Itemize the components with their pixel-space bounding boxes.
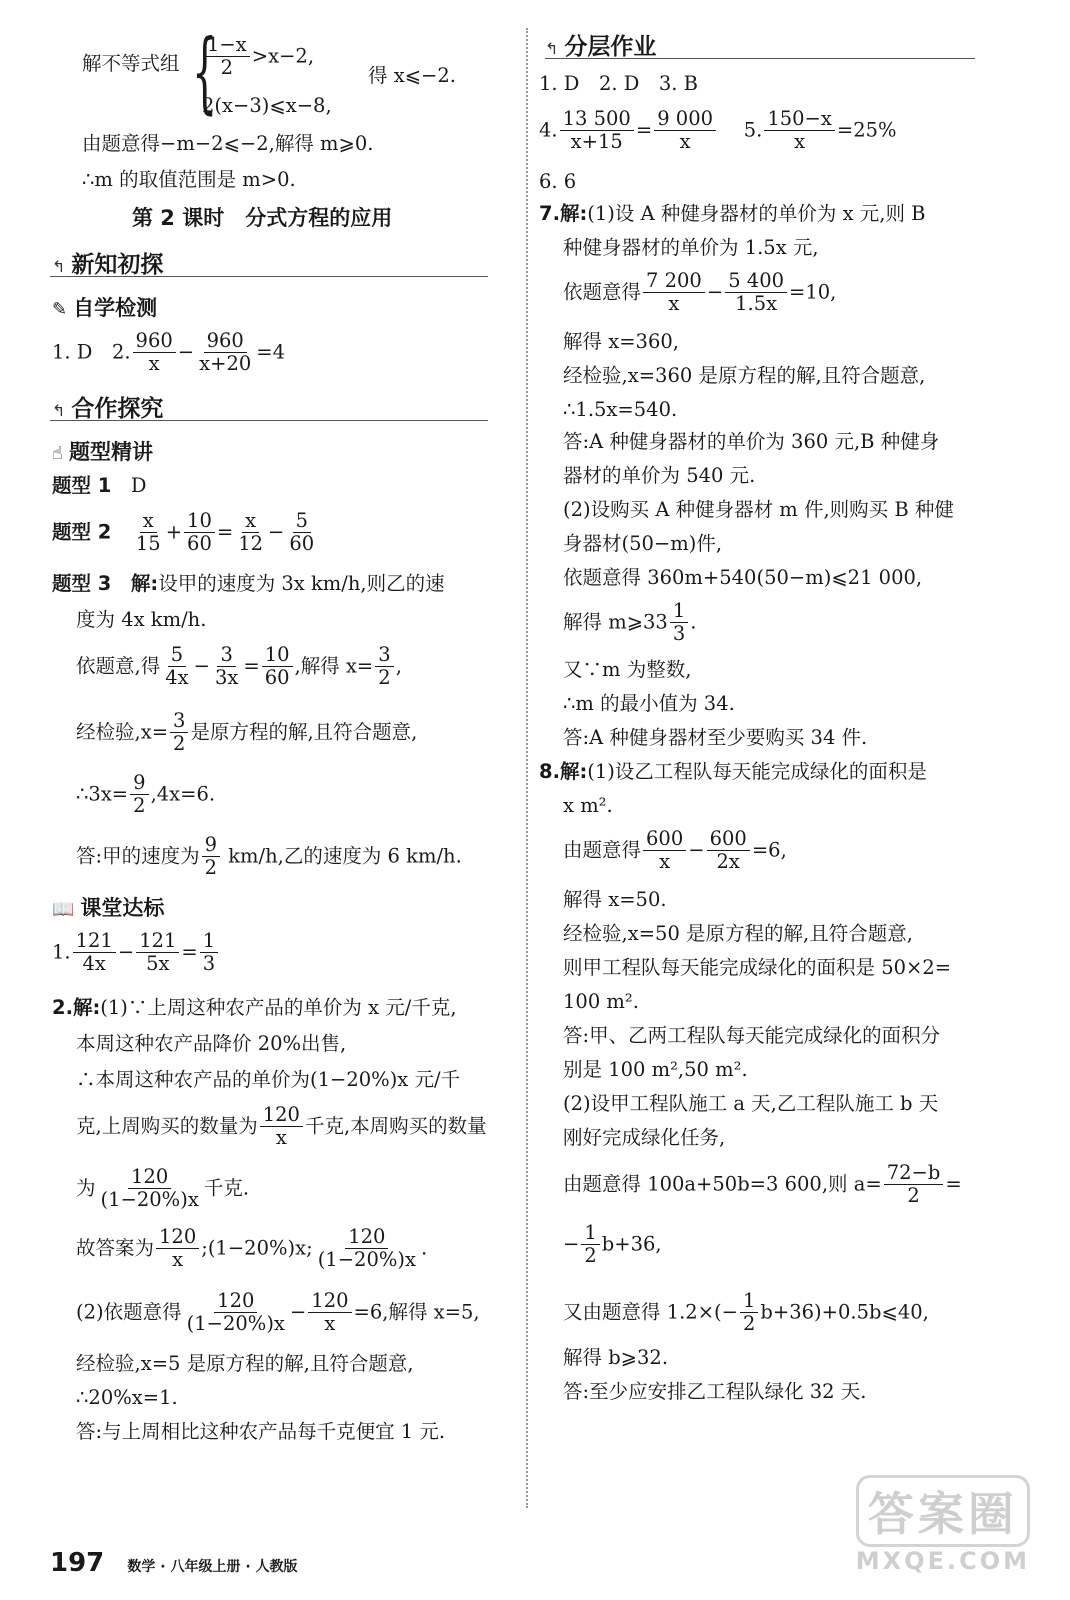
text-line: 则甲工程队每天能完成绿化的面积是 50×2= bbox=[563, 956, 952, 979]
inequality-result: 得 x⩽−2. bbox=[368, 64, 456, 87]
text-line: 解得 b⩾32. bbox=[563, 1346, 669, 1369]
text-line: 答:A 种健身器材至少要购买 34 件. bbox=[563, 726, 868, 749]
equation-line: 故答案为 $\frac{120}{x}$ ;(1−20%)x; $\frac{120}{(1-20\%)x}$ . bbox=[76, 1225, 428, 1272]
inequality-row-2: 2(x−3)⩽x−8, bbox=[202, 94, 332, 117]
brace-icon: { bbox=[192, 20, 218, 123]
section-rule bbox=[50, 276, 488, 277]
text-line: ∴m 的最小值为 34. bbox=[563, 692, 735, 715]
text-line: 题型 3 解:设甲的速度为 3x km/h,则乙的速 bbox=[52, 572, 445, 595]
watermark-logo: 答案圈 MXQE.COM bbox=[856, 1475, 1030, 1575]
open-book-icon: 📖 bbox=[52, 899, 75, 920]
text-line: 答:与上周相比这种农产品每千克便宜 1 元. bbox=[76, 1420, 446, 1443]
sub-heading: ☝ 题型精讲 bbox=[52, 440, 153, 464]
answer-line: 1. $\frac{121}{4x}$ − $\frac{121}{5x}$ = $\frac{1}{3}$ bbox=[52, 930, 220, 976]
equation-line: 依题意,得 $\frac{5}{4x}$ − $\frac{3}{3x}$ = $\frac{10}{60}$ ,解得 x= $\frac{3}{2}$ , bbox=[76, 643, 402, 690]
section-rule bbox=[545, 58, 975, 59]
hand-icon: ☝ bbox=[52, 443, 63, 464]
equation-line: 依题意得 $\frac{7 200}{x}$ − $\frac{5 400}{1.5x}$ =10, bbox=[563, 269, 837, 316]
section-heading: ↰ 分层作业 bbox=[545, 34, 657, 60]
text-line: 8.解:(1)设乙工程队每天能完成绿化的面积是 bbox=[539, 760, 927, 783]
equation-line: 克,上周购买的数量为 $\frac{120}{x}$ 千克,本周购买的数量 bbox=[76, 1103, 487, 1150]
corner-arrow-icon: ↰ bbox=[52, 257, 66, 276]
equation-line: 经检验,x= $\frac{3}{2}$ 是原方程的解,且符合题意, bbox=[76, 709, 418, 756]
answer-line: 1. D 2. $\frac{960}{x}$ − $\frac{960}{x+20}$ =4 bbox=[52, 329, 286, 376]
text-line: 度为 4x km/h. bbox=[76, 608, 207, 631]
section-heading: ↰ 新知初探 bbox=[52, 252, 164, 278]
text-line: 7.解:(1)设 A 种健身器材的单价为 x 元,则 B bbox=[539, 202, 926, 225]
answer-line: 4. $\frac{13 500}{x+15}$ = $\frac{9 000}{x}$ 5. $\frac{150-x}{x}$ =25% bbox=[539, 107, 897, 154]
equation-line: 解得 m⩾33 $\frac{1}{3}$ . bbox=[563, 599, 697, 646]
equation-line: − $\frac{1}{2}$ b+36, bbox=[563, 1221, 662, 1268]
text-line: 依题意得 360m+540(50−m)⩽21 000, bbox=[563, 566, 923, 589]
equation-line: ∴3x= $\frac{9}{2}$ ,4x=6. bbox=[76, 771, 216, 818]
corner-arrow-icon: ↰ bbox=[545, 39, 559, 58]
book-info: 数学 · 八年级上册 · 人教版 bbox=[127, 1559, 298, 1575]
text-line: 解得 x=50. bbox=[563, 888, 667, 911]
text-line: 经检验,x=360 是原方程的解,且符合题意, bbox=[563, 364, 926, 387]
text-line: 由题意得−m−2⩽−2,解得 m⩾0. bbox=[82, 132, 374, 155]
answer-line: 6. 6 bbox=[539, 170, 577, 193]
equation-line: (2)依题意得 $\frac{120}{(1-20\%)x}$ − $\frac{120}{x}$ =6,解得 x=5, bbox=[76, 1289, 480, 1336]
equation-line: 由题意得 100a+50b=3 600,则 a= $\frac{72-b}{2}$ = bbox=[563, 1161, 962, 1208]
text-line: ∴1.5x=540. bbox=[563, 398, 678, 421]
page-number: 197 bbox=[50, 1548, 105, 1578]
text-line: 经检验,x=5 是原方程的解,且符合题意, bbox=[76, 1352, 414, 1375]
sub-heading: 📖 课堂达标 bbox=[52, 896, 165, 920]
text-line: 2.解:(1)∵上周这种农产品的单价为 x 元/千克, bbox=[52, 996, 457, 1019]
lesson-title: 第 2 课时 分式方程的应用 bbox=[132, 206, 393, 230]
sub-heading: ✎ 自学检测 bbox=[52, 296, 158, 320]
column-divider bbox=[526, 28, 528, 1508]
text-line: 答:甲、乙两工程队每天能完成绿化的面积分 bbox=[563, 1024, 941, 1047]
text-line: ∴本周这种农产品的单价为(1−20%)x 元/千 bbox=[76, 1068, 461, 1091]
text-line: x m². bbox=[563, 794, 613, 817]
equation-line: 又由题意得 1.2×(− $\frac{1}{2}$ b+36)+0.5b⩽40, bbox=[563, 1289, 929, 1336]
section-rule bbox=[50, 420, 488, 421]
text-line: 100 m². bbox=[563, 990, 639, 1013]
equation-line: 答:甲的速度为 $\frac{9}{2}$ km/h,乙的速度为 6 km/h. bbox=[76, 833, 462, 880]
answer-line: 题型 1 D bbox=[52, 474, 147, 497]
text-line: (2)设甲工程队施工 a 天,乙工程队施工 b 天 bbox=[563, 1092, 939, 1115]
inequality-label: 解不等式组 bbox=[82, 52, 180, 75]
answer-line: 题型 2 $\frac{x}{15}$ + $\frac{10}{60}$ = $\frac{x}{12}$ − $\frac{5}{60}$ bbox=[52, 509, 315, 556]
text-line: 本周这种农产品降价 20%出售, bbox=[76, 1032, 347, 1055]
text-line: 器材的单价为 540 元. bbox=[563, 464, 756, 487]
text-line: 刚好完成绿化任务, bbox=[563, 1126, 726, 1149]
text-line: 种健身器材的单价为 1.5x 元, bbox=[563, 236, 819, 259]
text-line: 答:A 种健身器材的单价为 360 元,B 种健身 bbox=[563, 430, 940, 453]
text-line: 答:至少应安排乙工程队绿化 32 天. bbox=[563, 1380, 867, 1403]
section-heading: ↰ 合作探究 bbox=[52, 396, 164, 422]
text-line: (2)设购买 A 种健身器材 m 件,则购买 B 种健 bbox=[563, 498, 954, 521]
text-line: 又∵m 为整数, bbox=[563, 658, 692, 681]
text-line: 别是 100 m²,50 m². bbox=[563, 1058, 748, 1081]
text-line: 经检验,x=50 是原方程的解,且符合题意, bbox=[563, 922, 913, 945]
pencil-icon: ✎ bbox=[52, 299, 68, 320]
text-line: ∴m 的取值范围是 m>0. bbox=[82, 168, 296, 191]
text-line: 解得 x=360, bbox=[563, 330, 679, 353]
text-line: 身器材(50−m)件, bbox=[563, 532, 723, 555]
equation-line: 为 $\frac{120}{(1-20\%)x}$ 千克. bbox=[76, 1165, 250, 1212]
equation-line: 由题意得 $\frac{600}{x}$ − $\frac{600}{2x}$ =6, bbox=[563, 827, 787, 874]
answer-line: 1. D 2. D 3. B bbox=[539, 72, 699, 95]
text-line: ∴20%x=1. bbox=[76, 1386, 178, 1409]
corner-arrow-icon: ↰ bbox=[52, 401, 66, 420]
inequality-row-1: $\frac{1-x}{2}$ >x−2, bbox=[202, 34, 314, 80]
page-footer bbox=[50, 1548, 298, 1578]
